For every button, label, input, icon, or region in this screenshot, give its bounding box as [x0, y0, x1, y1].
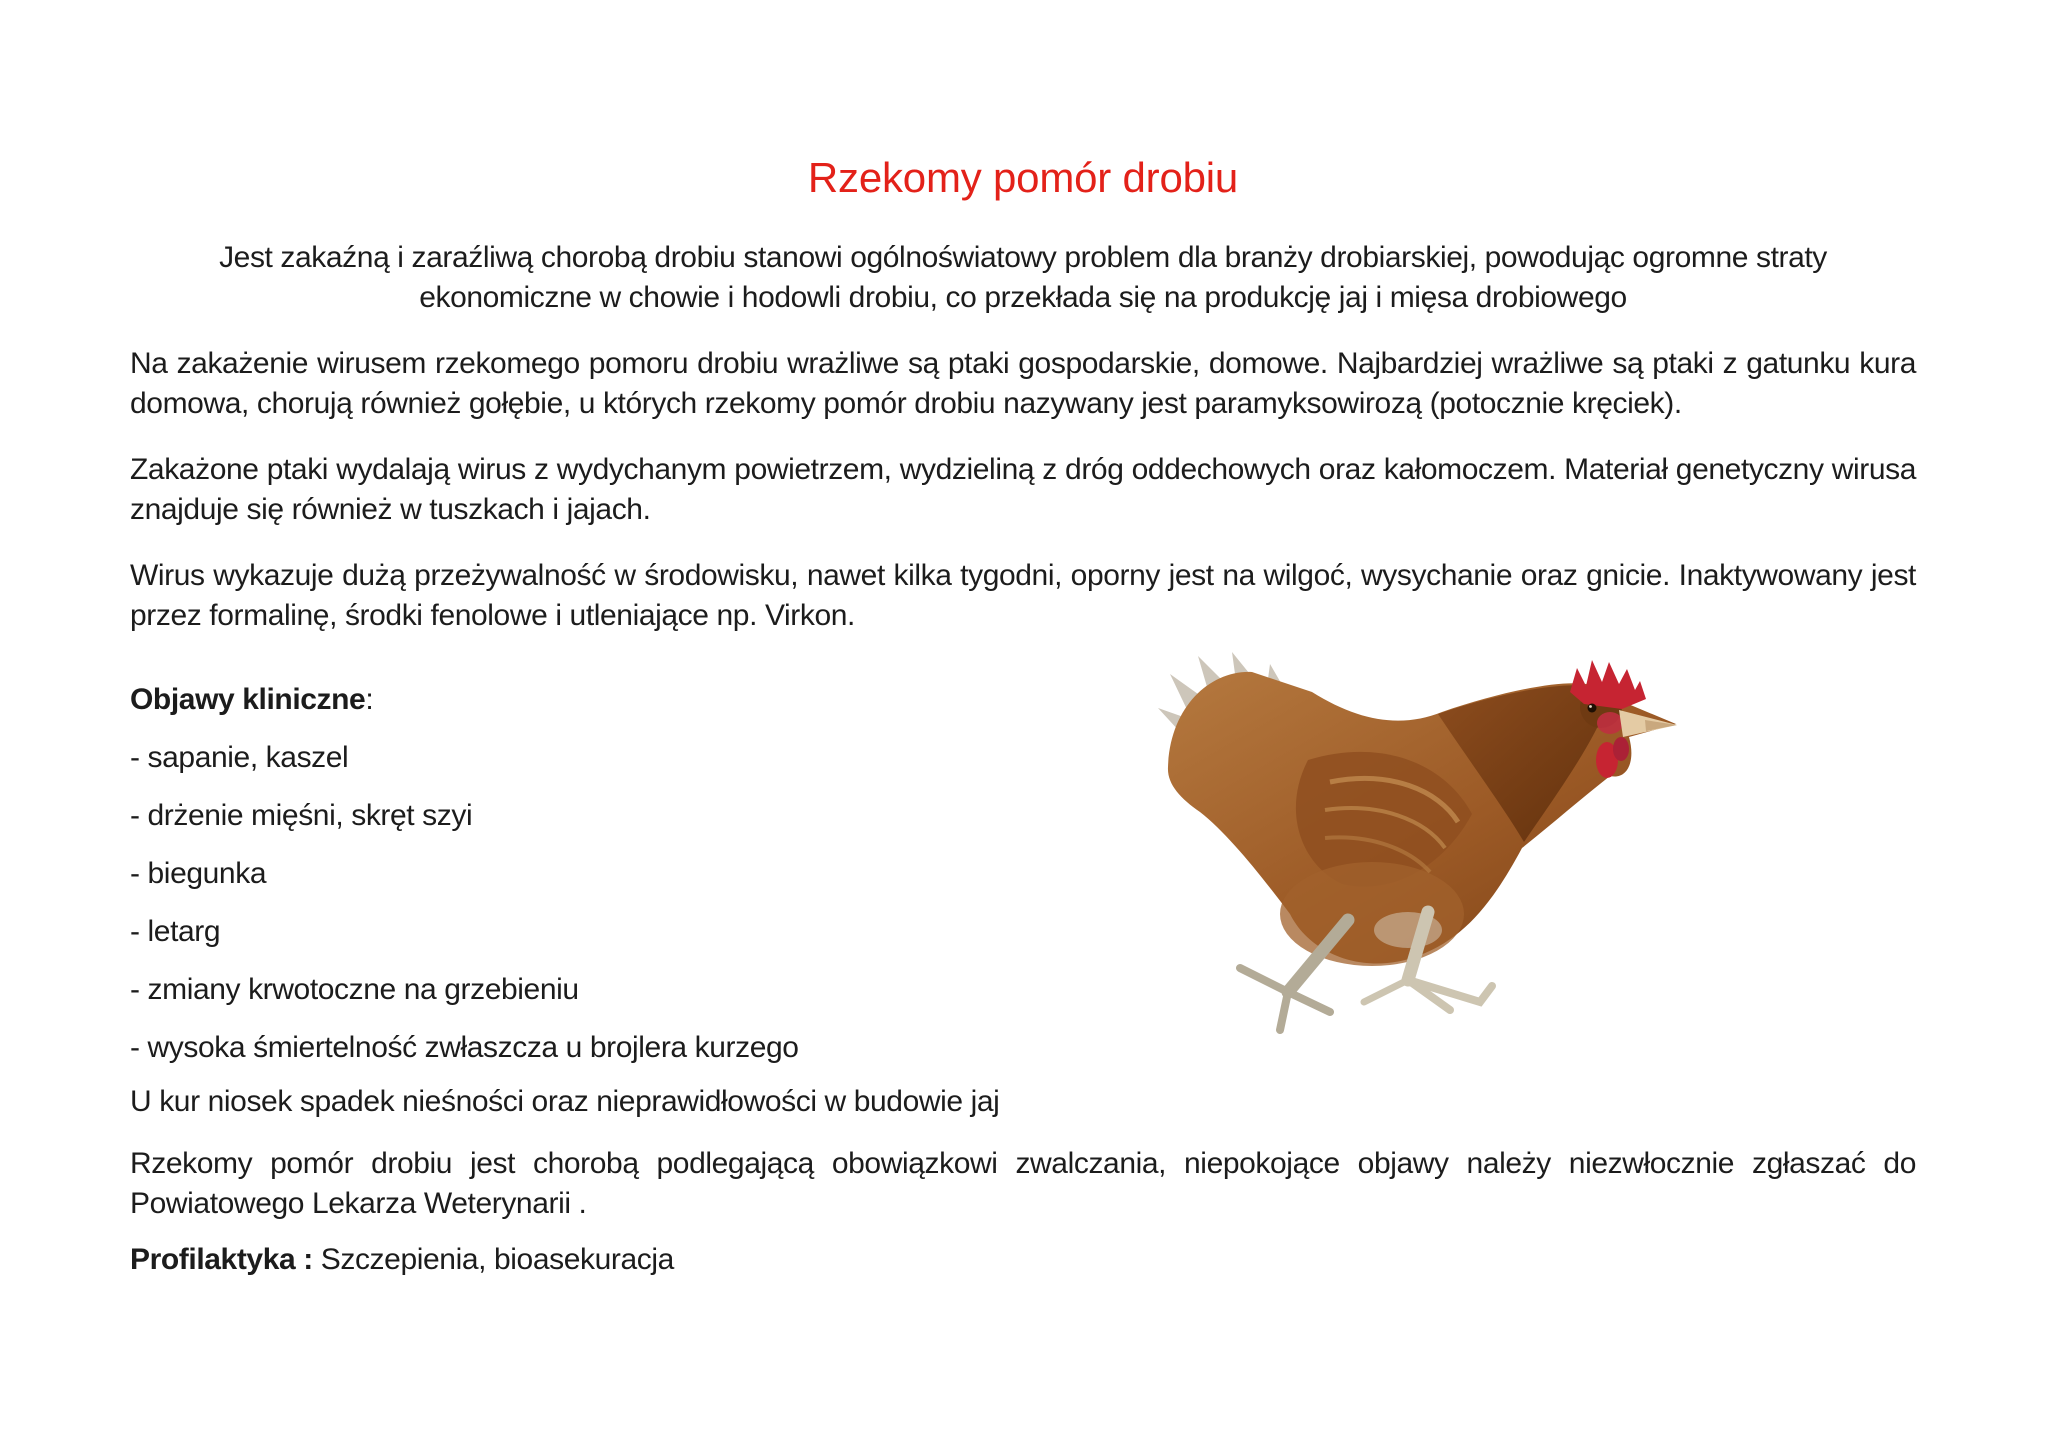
page-title: Rzekomy pomór drobiu — [807, 154, 1239, 201]
hen-face — [1597, 712, 1623, 734]
symptom-item: - sapanie, kaszel — [130, 741, 349, 774]
symptom-item: - wysoka śmiertelność zwłaszcza u brojlera kurzego — [130, 1031, 799, 1064]
hen-illustration — [1140, 612, 1685, 1047]
hen-belly — [1280, 862, 1464, 966]
symptoms-heading-label: Objawy kliniczne — [130, 683, 366, 716]
laying-hens-note: U kur niosek spadek nieśności oraz nieprawidłowości w budowie jaj — [130, 1085, 1000, 1118]
symptom-item: - zmiany krwotoczne na grzebieniu — [130, 973, 579, 1006]
paragraph-survivability: Wirus wykazuje dużą przeżywalność w środowisku, nawet kilka tygodni, oporny jest na wilgoć, wysychanie oraz gnicie. Inaktywowany jest przez formalinę, środki fenolowe i utleniające np. Virkon. — [130, 559, 1916, 632]
intro-paragraph: Jest zakaźną i zaraźliwą chorobą drobiu stanowi ogólnoświatowy problem dla branży drobiarskiej, powodując ogromne straty ekonomiczne w chowie i hodowli drobiu, co przekłada się na produkcję jaj i mięsa drobiowego — [219, 241, 1827, 314]
symptoms-heading-colon: : — [365, 683, 374, 716]
hen-eye — [1588, 704, 1597, 713]
prophylaxis-line — [130, 1240, 1916, 1280]
symptom-item: - biegunka — [130, 857, 267, 890]
paragraph-obligation: Rzekomy pomór drobiu jest chorobą podlegającą obowiązkowi zwalczania, niepokojące objawy należy niezwłocznie zgłaszać do Powiatowego Lekarza Weterynarii . — [130, 1147, 1916, 1220]
symptom-item: - letarg — [130, 915, 221, 948]
prophylaxis-text: Szczepienia, bioasekuracja — [320, 1243, 674, 1276]
symptom-item: - drżenie mięśni, skręt szyi — [130, 799, 473, 832]
hen-comb — [1570, 660, 1646, 709]
paragraph-shedding: Zakażone ptaki wydalają wirus z wydychanym powietrzem, wydzieliną z dróg oddechowych oraz kałomoczem. Materiał genetyczny wirusa znajduje się również w tuszkach i jajach. — [130, 453, 1916, 526]
paragraph-susceptibility: Na zakażenie wirusem rzekomego pomoru drobiu wrażliwe są ptaki gospodarskie, domowe. Najbardziej wrażliwe są ptaki z gatunku kura domowa, chorują również gołębie, u których rzekomy pomór drobiu nazywany jest paramyksowirozą (potocznie kręciek). — [130, 347, 1916, 420]
hen-image — [1140, 612, 1685, 1047]
prophylaxis-label: Profilaktyka : — [130, 1243, 313, 1276]
